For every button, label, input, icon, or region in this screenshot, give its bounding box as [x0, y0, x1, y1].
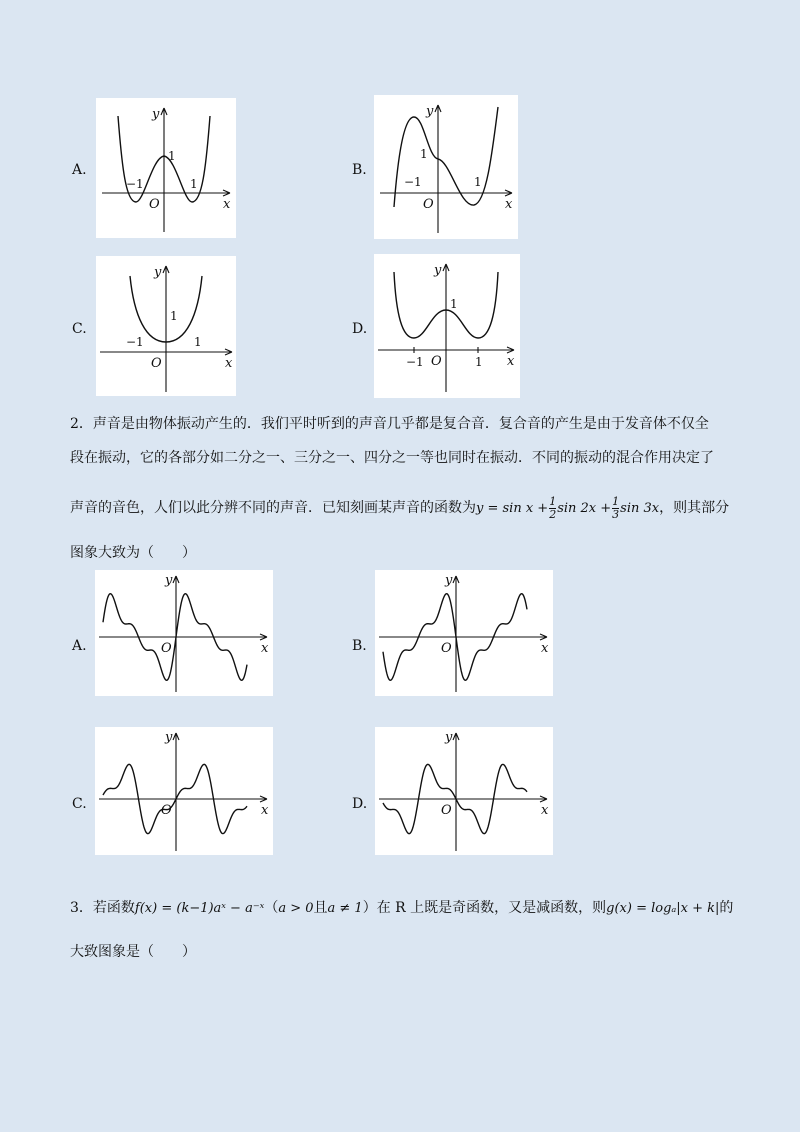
q1a-tick-xneg1: −1 — [126, 177, 144, 191]
q2a-x-label: x — [261, 641, 269, 656]
q2-line-4: 图象大致为（ ） — [70, 545, 196, 561]
q2-line-3 — [70, 496, 729, 521]
q2-graph-a — [95, 570, 273, 696]
q2b-x-label: x — [541, 641, 549, 656]
q3-cond-open: （ — [264, 900, 279, 916]
q1c-tick-x1: 1 — [194, 335, 202, 349]
q3-mid: 在 R 上既是奇函数，又是减函数，则 — [376, 900, 607, 916]
q2d-origin-label: O — [441, 803, 452, 818]
q2-line-2: 段在振动，它的各部分如二分之一、三分之一、四分之一等也同时在振动．不同的振动的混合作用决定了 — [70, 450, 714, 466]
q1-option-b-label: B. — [352, 162, 367, 178]
q2c-x-label: x — [261, 803, 269, 818]
q1d-origin-label: O — [431, 354, 442, 369]
q1a-tick-x1: 1 — [190, 177, 198, 191]
q2c-y-label: y — [165, 730, 173, 745]
q2-formula: y = sin x + $\frac{1}{2}$ sin 2x + $\frac{1}{3}$ sin 3x — [476, 495, 660, 521]
q1b-tick-x1: 1 — [474, 175, 482, 189]
q1d-y-label: y — [434, 263, 442, 278]
q3-f-formula: f(x) = (k−1)aˣ − a⁻ˣ — [134, 901, 265, 916]
q2c-origin-label: O — [161, 803, 172, 818]
q1d-tick-y1: 1 — [450, 297, 458, 311]
q1b-x-label: x — [505, 197, 513, 212]
q1a-tick-y1: 1 — [168, 149, 176, 163]
q1c-tick-y1: 1 — [170, 309, 178, 323]
q2-option-c-label: C. — [72, 796, 87, 812]
q1-option-d-label: D. — [352, 321, 368, 337]
q1c-x-label: x — [225, 356, 233, 371]
q3-post: 的 — [719, 900, 734, 916]
q2-line-3-post: ，则其部分 — [659, 500, 730, 516]
q2b-y-label: y — [445, 573, 453, 588]
q3-cond-1: a > 0 — [278, 901, 314, 916]
q2-graph-c — [95, 727, 273, 855]
q1b-tick-xneg1: −1 — [404, 175, 422, 189]
q1d-x-label: x — [507, 354, 515, 369]
q2-option-d-label: D. — [352, 796, 368, 812]
q2a-origin-label: O — [161, 641, 172, 656]
q1c-origin-label: O — [151, 356, 162, 371]
q1b-tick-y1: 1 — [420, 147, 428, 161]
q2d-x-label: x — [541, 803, 549, 818]
q2-graph-b — [375, 570, 553, 696]
q2-graph-d — [375, 727, 553, 855]
q1-graph-b — [374, 95, 518, 239]
q3-line-1 — [70, 898, 733, 919]
q2b-origin-label: O — [441, 641, 452, 656]
q1-graph-c — [96, 256, 236, 396]
q2-line-3-pre: 声音的音色，人们以此分辨不同的声音．已知刻画某声音的函数为 — [70, 500, 476, 516]
q3-g-formula: g(x) = logₐ|x + k| — [606, 901, 720, 916]
q1a-x-label: x — [223, 197, 231, 212]
q3-cond-and: 且 — [313, 900, 328, 916]
q1-option-c-label: C. — [72, 321, 87, 337]
q2-line-1: 2．声音是由物体振动产生的．我们平时听到的声音几乎都是复合音．复合音的产生是由于发音体不仅全 — [70, 416, 709, 432]
q2d-y-label: y — [445, 730, 453, 745]
q1a-origin-label: O — [149, 197, 160, 212]
q1-graph-a — [96, 98, 236, 238]
q1d-tick-x1: 1 — [475, 355, 483, 369]
q3-cond-close: ） — [362, 900, 377, 916]
q1c-y-label: y — [154, 265, 162, 280]
q1d-tick-xneg1: −1 — [406, 355, 424, 369]
q1b-y-label: y — [426, 104, 434, 119]
q2-option-b-label: B. — [352, 638, 367, 654]
q1c-tick-xneg1: −1 — [126, 335, 144, 349]
q1-graph-d — [374, 254, 520, 398]
q1b-origin-label: O — [423, 197, 434, 212]
q2-option-a-label: A. — [72, 638, 87, 654]
q1a-y-label: y — [152, 107, 160, 122]
q2a-y-label: y — [165, 573, 173, 588]
q3-line-2: 大致图象是（ ） — [70, 944, 196, 960]
q1-option-a-label: A. — [72, 162, 87, 178]
q3-cond-2: a ≠ 1 — [327, 901, 363, 916]
q3-pre: 3．若函数 — [70, 900, 135, 916]
